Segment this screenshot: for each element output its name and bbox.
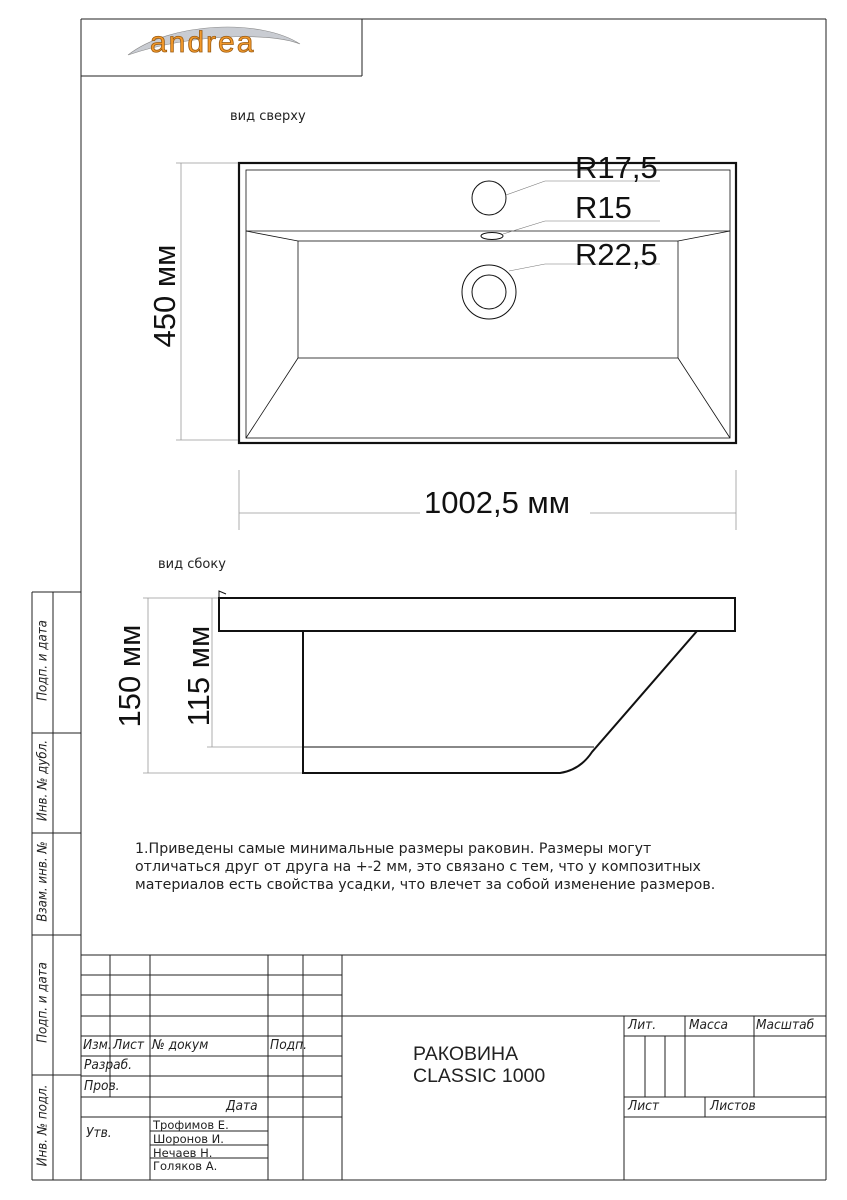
- drain-inner: [472, 275, 506, 309]
- tb-prov: Пров.: [84, 1078, 120, 1094]
- tb-masshtab: Масштаб: [756, 1017, 815, 1033]
- tb-title-line-2: CLASSIC 1000: [413, 1065, 546, 1087]
- tb-name-2: Шоронов И.: [153, 1132, 224, 1146]
- note-line-2: отличаться друг от друга на +-2 мм, это связано с тем, что у композитных: [135, 859, 701, 875]
- tb-razrab: Разраб.: [84, 1057, 133, 1073]
- bowl-height-dimension: 115 мм: [181, 625, 216, 727]
- tb-listov: Листов: [710, 1098, 756, 1114]
- drain-outer: [462, 265, 516, 319]
- stamp-sign-date-1: Подп. и дата: [35, 620, 51, 701]
- tb-name-1: Трофимов Е.: [153, 1118, 229, 1132]
- side-view-caption: вид сбоку: [158, 557, 226, 572]
- side-view: [219, 591, 735, 773]
- dimension-lines: [176, 163, 736, 530]
- total-height-dimension: 150 мм: [112, 624, 147, 728]
- stamp-vzam-inv: Взам. инв. №: [35, 841, 51, 922]
- tb-data: Дата: [226, 1098, 258, 1114]
- tb-utv: Утв.: [86, 1125, 112, 1141]
- tap-hole: [481, 233, 503, 240]
- tb-name-4: Голяков А.: [153, 1159, 218, 1173]
- drawing-frame: [32, 19, 826, 1180]
- tb-name-3: Нечаев Н.: [153, 1146, 213, 1160]
- tb-doc-no: № докум: [152, 1037, 209, 1053]
- tb-massa: Масса: [689, 1017, 728, 1033]
- width-dimension: 1002,5 мм: [424, 485, 571, 520]
- overflow-hole: [472, 181, 506, 215]
- drawing-note: [135, 840, 715, 894]
- stamp-inv-podl: Инв. № подл.: [35, 1084, 51, 1167]
- tb-podp: Подп.: [270, 1037, 308, 1053]
- tb-title-line-1: РАКОВИНА: [413, 1043, 519, 1065]
- top-view-caption: вид сверху: [230, 109, 306, 124]
- radius-tap-label: R15: [575, 190, 632, 225]
- tb-list-sheet: Лист: [628, 1098, 659, 1114]
- tb-title: [413, 1043, 545, 1087]
- radius-drain-label: R22,5: [575, 237, 658, 272]
- brand-logo: andrea: [150, 26, 256, 59]
- stamp-inv-dubl: Инв. № дубл.: [35, 739, 51, 822]
- depth-dimension: 450 мм: [147, 244, 182, 348]
- stamp-sign-date-2: Подп. и дата: [35, 962, 51, 1043]
- tb-list: Лист: [113, 1037, 144, 1053]
- side-dimension-lines: [143, 598, 302, 773]
- note-line-1: 1.Приведены самые минимальные размеры раковин. Размеры могут: [135, 841, 652, 857]
- note-line-3: материалов есть свойства усадки, что влечет за собой изменение размеров.: [135, 877, 716, 893]
- tb-lit: Лит.: [628, 1017, 657, 1033]
- top-view: [239, 163, 736, 443]
- tb-izm: Изм.: [83, 1037, 112, 1053]
- radius-overflow-label: R17,5: [575, 150, 658, 185]
